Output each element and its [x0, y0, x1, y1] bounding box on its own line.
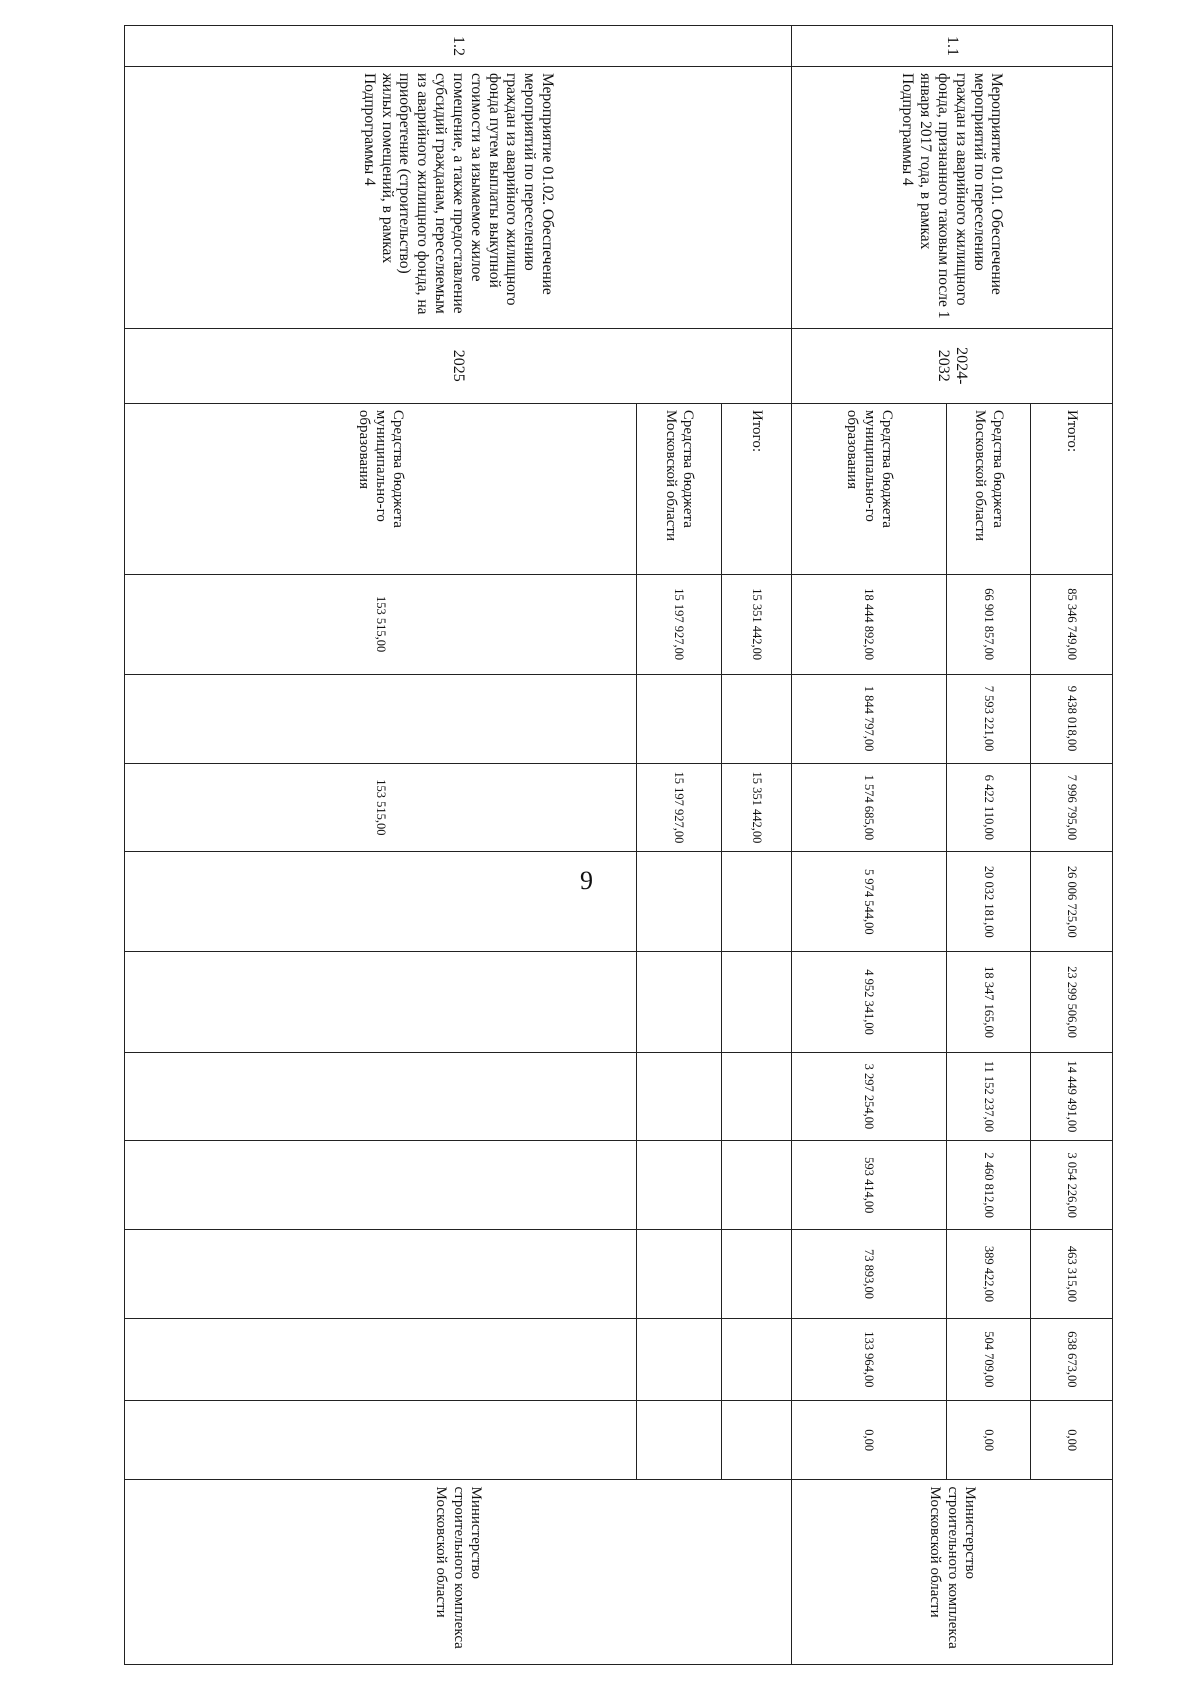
- funding-source: Средства бюджета Московской области: [947, 403, 1031, 574]
- amount-cell: [637, 952, 722, 1052]
- responsible-executor: Министерство строительного комплекса Московской области: [792, 1480, 1113, 1665]
- measure-name: Мероприятие 01.02. Обеспечение мероприятий по переселению граждан из аварийного жилищного фонда путем выплаты выкупной стоимости за изымаемое жилое помещение, а также предоставление субсидий гражданам, переселяемым из аварийного жилищного фонда, на приобретение (строительство) жилых помещений, в рамках Подпрограммы 4: [125, 66, 792, 328]
- amount-cell: [722, 1400, 792, 1480]
- amount-cell: [637, 1400, 722, 1480]
- amount-cell: [722, 1052, 792, 1141]
- amount-cell: [637, 1052, 722, 1141]
- amount-cell: 23 299 506,00: [1031, 952, 1113, 1052]
- financing-table: [124, 25, 1113, 1665]
- amount-cell: 11 152 237,00: [947, 1052, 1031, 1141]
- amount-cell: 2 460 812,00: [947, 1141, 1031, 1230]
- amount-cell: [722, 674, 792, 763]
- funding-source: Средства бюджета Московской области: [637, 403, 722, 574]
- table-row: [722, 26, 792, 1665]
- amount-cell: [125, 1318, 637, 1400]
- amount-cell: [125, 1230, 637, 1319]
- rotated-table-container: [103, 25, 1113, 1665]
- amount-cell: 0,00: [792, 1400, 947, 1480]
- amount-cell: [722, 852, 792, 952]
- amount-cell: 18 444 892,00: [792, 574, 947, 674]
- amount-cell: 14 449 491,00: [1031, 1052, 1113, 1141]
- amount-cell: 389 422,00: [947, 1230, 1031, 1319]
- amount-cell: 593 414,00: [792, 1141, 947, 1230]
- amount-cell: 9 438 018,00: [1031, 674, 1113, 763]
- responsible-executor: Министерство строительного комплекса Московской области: [125, 1480, 792, 1665]
- amount-cell: 20 032 181,00: [947, 852, 1031, 952]
- amount-cell: [637, 1318, 722, 1400]
- amount-cell: 15 351 442,00: [722, 763, 792, 852]
- amount-cell: [637, 1141, 722, 1230]
- amount-cell: 66 901 857,00: [947, 574, 1031, 674]
- funding-source: Итого:: [722, 403, 792, 574]
- amount-cell: 85 346 749,00: [1031, 574, 1113, 674]
- amount-cell: [125, 1141, 637, 1230]
- table-row: [1031, 26, 1113, 1665]
- funding-source: Средства бюджета муниципально-го образования: [125, 403, 637, 574]
- page-number: 9: [580, 866, 593, 895]
- amount-cell: 1 574 685,00: [792, 763, 947, 852]
- amount-cell: 5 974 544,00: [792, 852, 947, 952]
- amount-cell: 4 952 341,00: [792, 952, 947, 1052]
- row-index: 1.1: [792, 26, 1113, 67]
- amount-cell: 15 197 927,00: [637, 763, 722, 852]
- amount-cell: 3 297 254,00: [792, 1052, 947, 1141]
- measure-name: Мероприятие 01.01. Обеспечение мероприятий по переселению граждан из аварийного жилищного фонда, признанного таковым после 1 января 2017 года, в рамках Подпрограммы 4: [792, 66, 1113, 328]
- amount-cell: 15 351 442,00: [722, 574, 792, 674]
- amount-cell: 0,00: [1031, 1400, 1113, 1480]
- amount-cell: [125, 952, 637, 1052]
- amount-cell: 3 054 226,00: [1031, 1141, 1113, 1230]
- amount-cell: [722, 1230, 792, 1319]
- amount-cell: [637, 852, 722, 952]
- amount-cell: [125, 852, 637, 952]
- amount-cell: 7 593 221,00: [947, 674, 1031, 763]
- amount-cell: 153 515,00: [125, 574, 637, 674]
- amount-cell: [125, 1400, 637, 1480]
- amount-cell: 26 006 725,00: [1031, 852, 1113, 952]
- amount-cell: [637, 1230, 722, 1319]
- amount-cell: 6 422 110,00: [947, 763, 1031, 852]
- funding-source: Средства бюджета муниципально-го образования: [792, 403, 947, 574]
- row-index: 1.2: [125, 26, 792, 67]
- amount-cell: 1 844 797,00: [792, 674, 947, 763]
- amount-cell: [125, 1052, 637, 1141]
- amount-cell: 638 673,00: [1031, 1318, 1113, 1400]
- amount-cell: 504 709,00: [947, 1318, 1031, 1400]
- funding-source: Итого:: [1031, 403, 1113, 574]
- implementation-years: 2025: [125, 328, 792, 403]
- amount-cell: 153 515,00: [125, 763, 637, 852]
- amount-cell: 18 347 165,00: [947, 952, 1031, 1052]
- amount-cell: 73 893,00: [792, 1230, 947, 1319]
- amount-cell: [722, 1141, 792, 1230]
- amount-cell: [722, 952, 792, 1052]
- amount-cell: 133 964,00: [792, 1318, 947, 1400]
- amount-cell: 0,00: [947, 1400, 1031, 1480]
- amount-cell: 15 197 927,00: [637, 574, 722, 674]
- amount-cell: 463 315,00: [1031, 1230, 1113, 1319]
- amount-cell: [637, 674, 722, 763]
- implementation-years: 2024-2032: [792, 328, 1113, 403]
- amount-cell: [125, 674, 637, 763]
- amount-cell: [722, 1318, 792, 1400]
- amount-cell: 7 996 795,00: [1031, 763, 1113, 852]
